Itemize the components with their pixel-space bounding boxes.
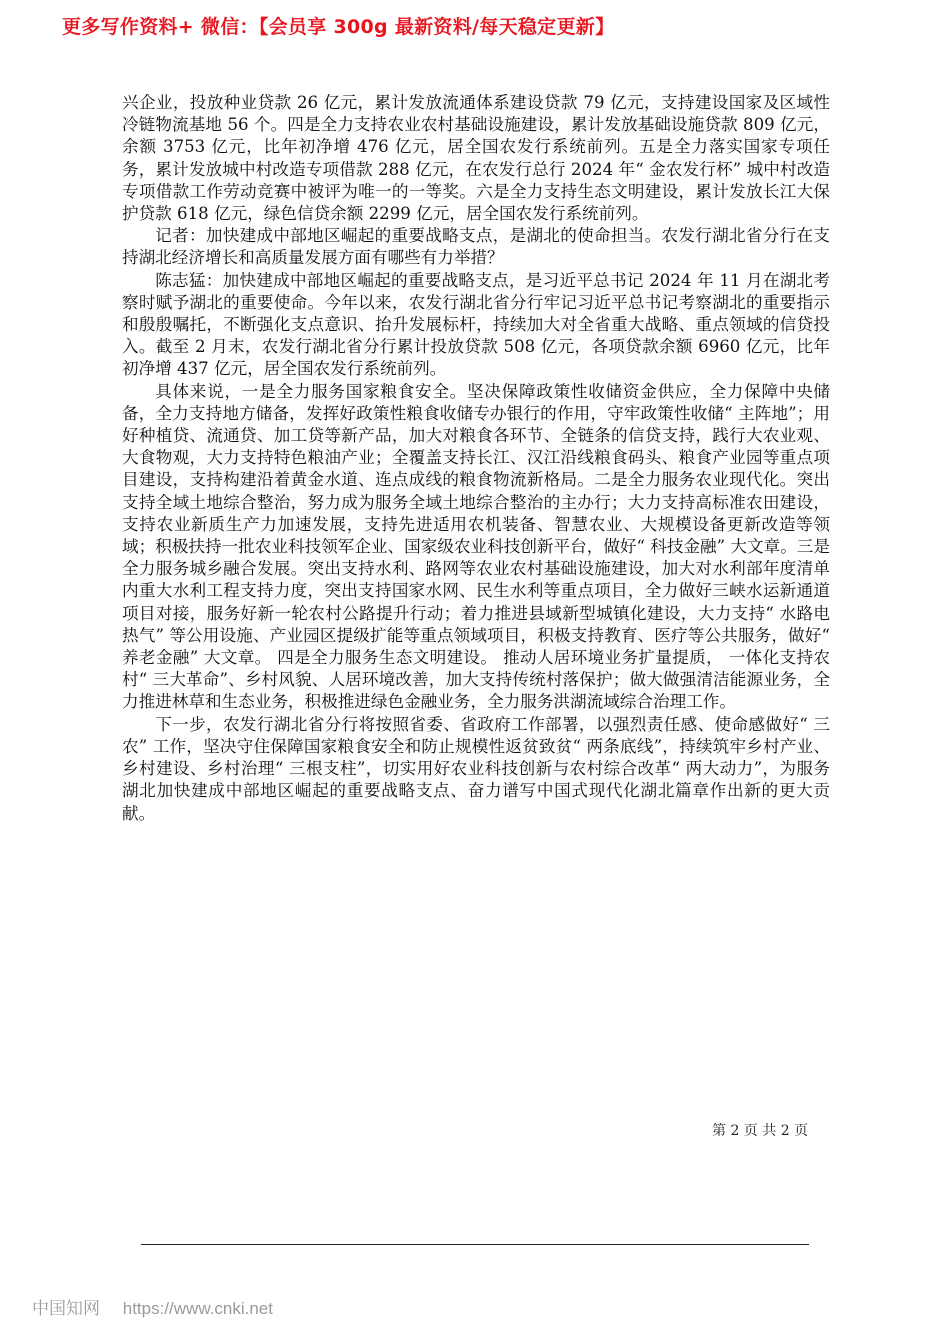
article-paragraph: 具体来说，一是全力服务国家粮食安全。坚决保障政策性收储资金供应，全力保障中央储备，全力支持地方储备，发挥好政策性粮食收储专办银行的作用，守牢政策性收储“ 主阵地”；用好种植贷、流通贷、加工贷等新产品，加大对粮食各环节、全链条的信贷支持，践行大农业观、大食物观，大力支持特色粮油产业；全覆盖支持长江、汉江沿线粮食码头、粮食产业园等重点项目建设，支持构建沿着黄金水道、连点成线的粮食物流新格局。二是全力服务农业现代化。突出支持全域土地综合整治，努力成为服务全域土地综合整治的主办行；大力支持高标准农田建设，支持农业新质生产力加速发展，支持先进适用农机装备、智慧农业、大规模设备更新改造等领域；积极扶持一批农业科技领军企业、国家级农业科技创新平台，做好“ 科技金融” 大文章。三是全力服务城乡融合发展。突出支持水利、路网等农业农村基础设施建设，加大对水利部年度清单内重大水利工程支持力度，突出支持国家水网、民生水利等重点项目，全力做好三峡水运新通道项目对接，服务好新一轮农村公路提升行动；着力推进县域新型城镇化建设，大力支持“ 水路电热气” 等公用设施、产业园区提级扩能等重点领域项目，积极支持教育、医疗等公共服务，做好“ 养老金融” 大文章。 四是全力服务生态文明建设。 推动人居环境业务扩量提质， 一体化支持农村“ 三大革命”、乡村风貌、人居环境改善，加大支持传统村落保护；做大做强清洁能源业务，全力推进林草和生态业务，积极推进绿色金融业务，全力服务洪湖流域综合治理工作。 (122, 381, 830, 712)
footer-watermark (32, 1294, 273, 1319)
footer-site-name: 中国知网 (32, 1299, 100, 1318)
promo-banner: 更多写作资料+ 微信：【会员享 300g 最新资料/每天稳定更新】 (62, 16, 615, 38)
page-number: 第 2 页 共 2 页 (712, 1123, 809, 1139)
article-paragraph: 下一步，农发行湖北省分行将按照省委、省政府工作部署，以强烈责任感、使命感做好“ 三农” 工作，坚决守住保障国家粮食安全和防止规模性返贫致贫“ 两条底线”，持续筑牢乡村产业、乡村建设、乡村治理“ 三根支柱”，切实用好农业科技创新与农村综合改革“ 两大动力”，为服务湖北加快建成中部地区崛起的重要战略支点、奋力谱写中国式现代化湖北篇章作出新的更大贡献。 (122, 714, 830, 823)
footer-site-url[interactable]: https://www.cnki.net (122, 1299, 273, 1318)
article-paragraph: 陈志猛：加快建成中部地区崛起的重要战略支点，是习近平总书记 2024 年 11 月在湖北考察时赋予湖北的重要使命。今年以来，农发行湖北省分行牢记习近平总书记考察湖北的重要指示和殷殷嘱托，不断强化支点意识、抬升发展标杆，持续加大对全省重大战略、重点领域的信贷投入。截至 2 月末，农发行湖北省分行累计投放贷款 508 亿元，各项贷款余额 6960 亿元，比年初净增 437 亿元，居全国农发行系统前列。 (122, 270, 830, 379)
article-paragraph: 兴企业，投放种业贷款 26 亿元，累计发放流通体系建设贷款 79 亿元，支持建设国家及区域性冷链物流基地 56 个。四是全力支持农业农村基础设施建设，累计发放基础设施贷款 809 亿元，余额 3753 亿元，比年初净增 476 亿元，居全国农发行系统前列。五是全力落实国家专项任务，累计发放城中村改造专项借款 288 亿元，在农发行总行 2024 年“ 金农发行杯” 城中村改造专项借款工作劳动竞赛中被评为唯一的一等奖。六是全力支持生态文明建设，累计发放长江大保护贷款 618 亿元，绿色信贷余额 2299 亿元，居全国农发行系统前列。 (122, 93, 830, 224)
article-body (122, 92, 830, 825)
article-paragraph: 记者：加快建成中部地区崛起的重要战略支点，是湖北的使命担当。农发行湖北省分行在支持湖北经济增长和高质量发展方面有哪些有力举措？ (122, 226, 830, 268)
footer-divider (141, 1244, 809, 1245)
